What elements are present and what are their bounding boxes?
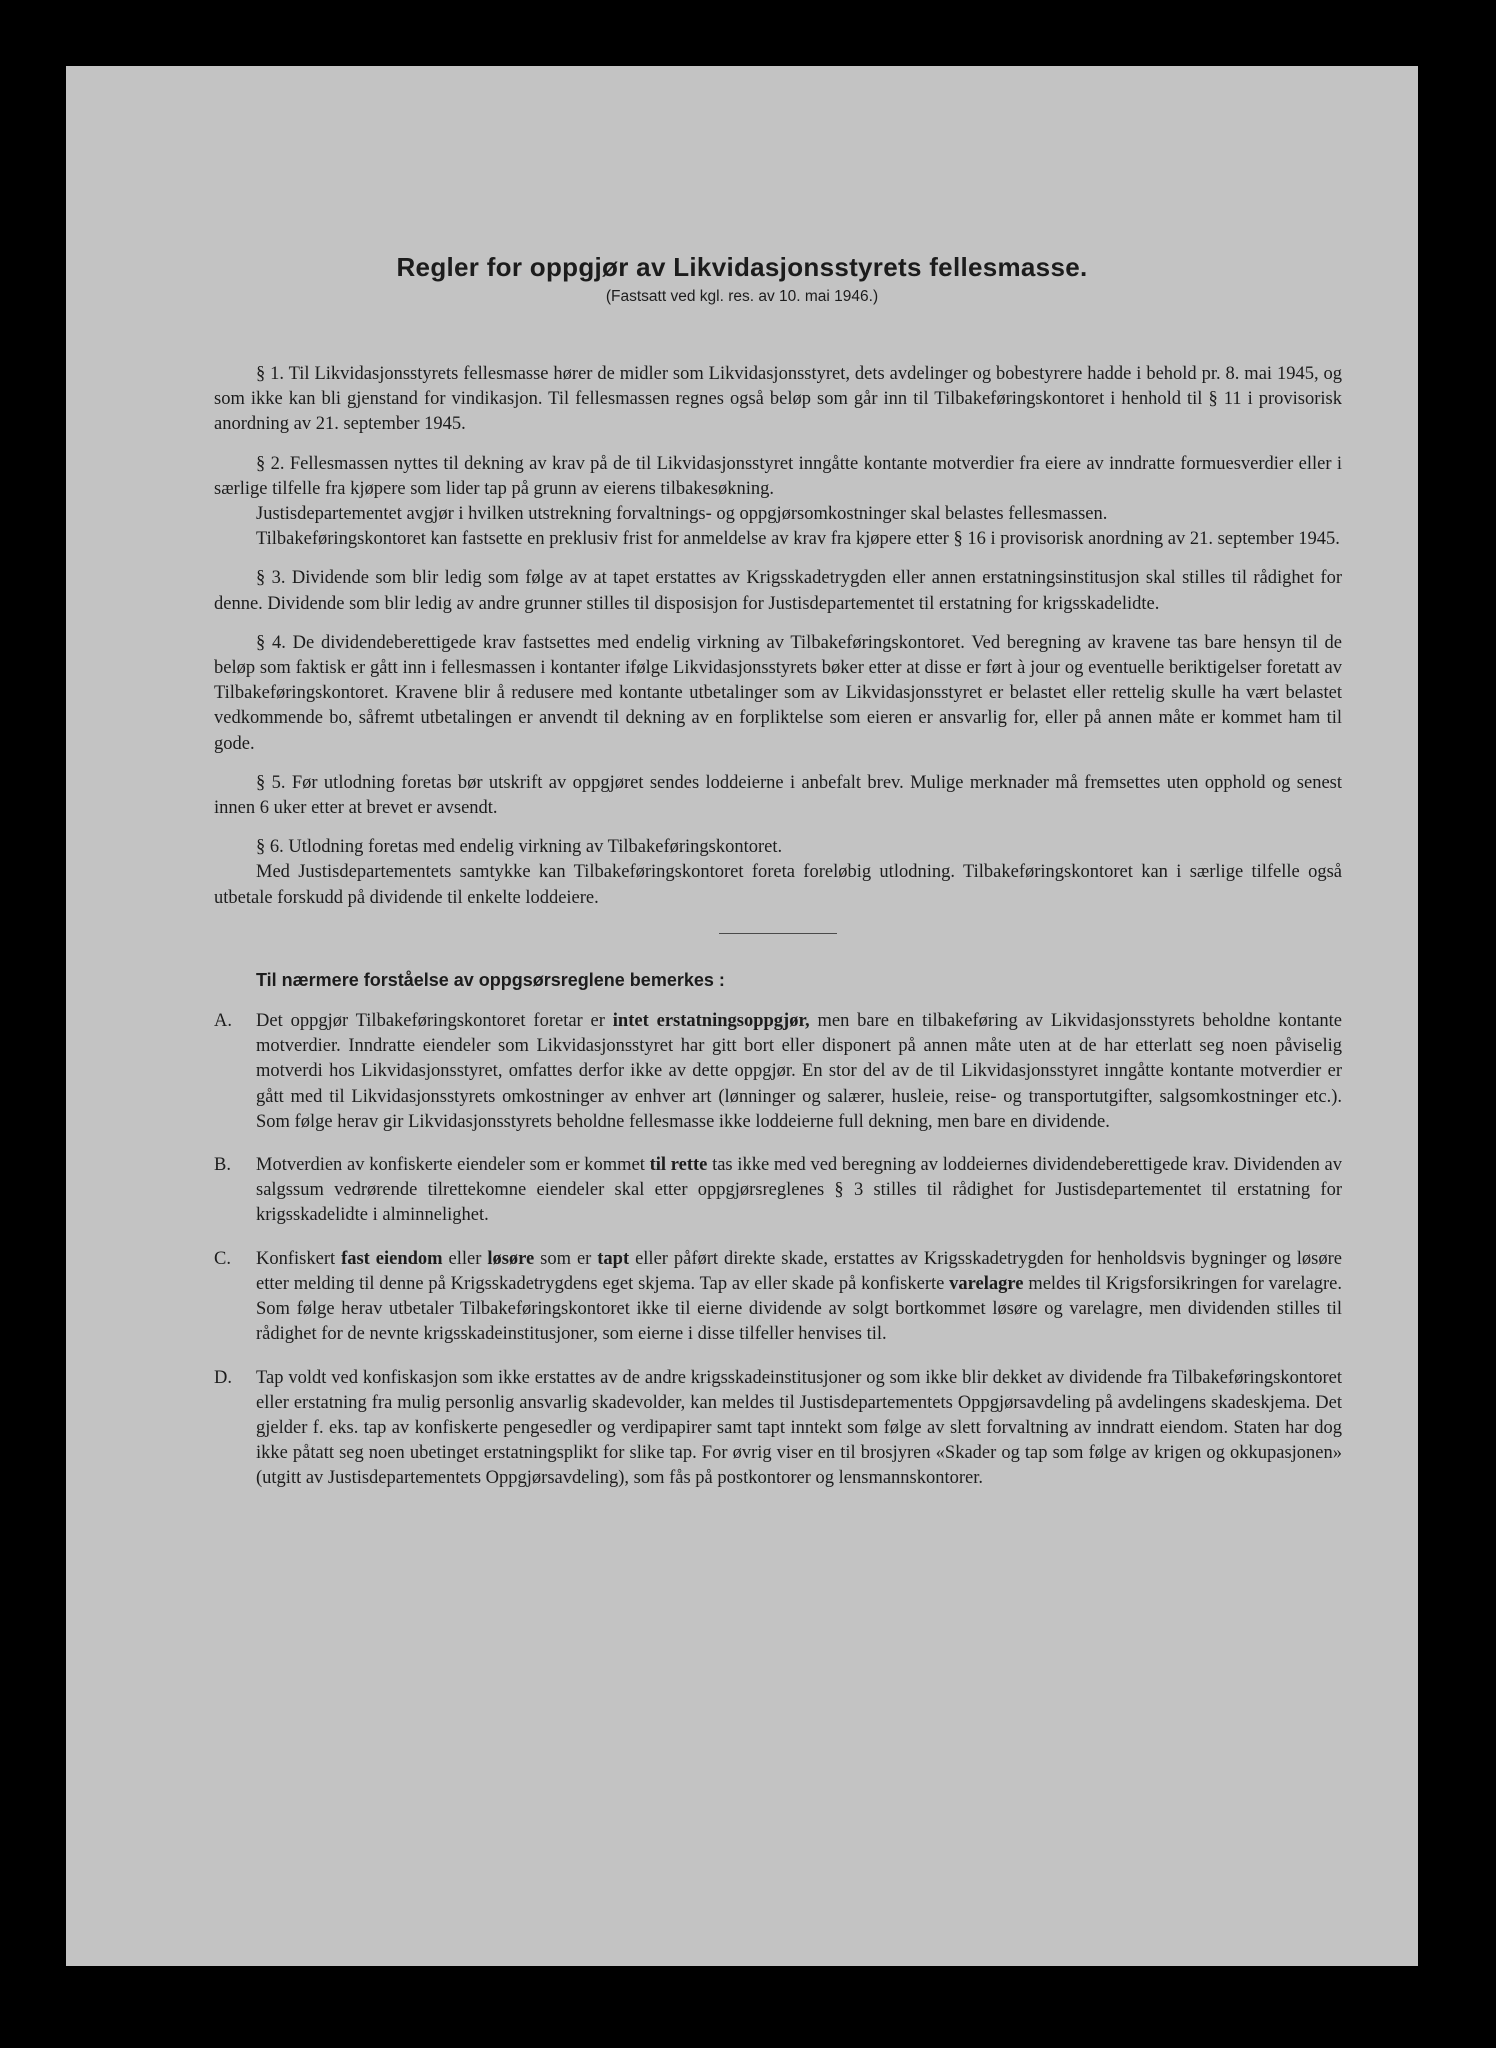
notes-heading: Til nærmere forståelse av oppgsørsreglene bemerkes : bbox=[256, 969, 725, 990]
section-5: § 5. Før utlodning foretas bør utskrift av oppgjøret sendes loddeierne i anbefalt brev. Mulige merknader må fremsettes uten opphold og senest innen 6 uker etter at brevet er avsendt. bbox=[214, 772, 1342, 819]
note-letter: B. bbox=[214, 1155, 231, 1176]
section-3: § 3. Dividende som blir ledig som følge av at tapet erstattes av Krigsskadetrygden eller annen erstatningsinstitusjon skal stilles til rådighet for denne. Dividende som blir ledig av andre grunner stilles til disposisjon for Justisdepartementet til erstatning for krigsskadelidte. bbox=[214, 568, 1342, 614]
note-letter: A. bbox=[214, 1011, 232, 1032]
note-d bbox=[214, 1366, 1342, 1492]
note-text bbox=[256, 1153, 1342, 1229]
note-text-part: tas ikke med ved beregning av loddeiernes dividendeberettigede krav. Dividenden av salgssum vedrørende tilrettekomne eiendeler skal etter oppgjørsreglenes § 3 stilles til rådighet for Justisdepartementet til erstatning for krigsskadelidte i alminnelighet. bbox=[256, 1155, 1343, 1226]
emphasis: til rette bbox=[649, 1155, 708, 1176]
note-a bbox=[214, 1009, 1342, 1135]
note-b bbox=[214, 1153, 1342, 1229]
emphasis: varelagre bbox=[949, 1273, 1024, 1294]
section-4: § 4. De dividendeberettigede krav fastsettes med endelig virkning av Tilbakeføringskontoret. Ved beregning av kravene tas bare hensyn til de beløp som faktisk er gått inn i fellesmassen i kontanter ifølge Likvidasjonsstyrets bøker etter at disse er ført à jour og eventuelle beriktigelser foretatt av Tilbakeføringskontoret. Kravene blir å redusere med kontante utbetalinger som av Likvidasjonsstyret er belastet eller rettelig skulle ha vært belastet vedkommende bo, såfremt utbetalingen er anvendt til dekning av en forpliktelse som eieren er ansvarlig for, eller på annen måte er kommet ham til gode. bbox=[214, 632, 1342, 754]
note-text bbox=[256, 1009, 1342, 1135]
emphasis: fast eiendom bbox=[341, 1248, 443, 1269]
section-2-paragraph-3: Tilbakeføringskontoret kan fastsette en preklusiv frist for anmeldelse av krav fra kjøpere etter § 16 i provisorisk anordning av 21. september 1945. bbox=[256, 529, 1340, 550]
note-text-part: Motverdien av konfiskerte eiendeler som er kommet bbox=[256, 1155, 650, 1176]
note-text: Tap voldt ved konfiskasjon som ikke erstattes av de andre krigsskadeinstitusjoner og som ikke blir dekket av dividende fra Tilbakeføringskontoret eller erstatning fra mulig personlig ansvarlig skadevolder, kan meldes til Justisdepartementets Oppgjørsavdeling på avdelingens skadeskjema. Det gjelder f. eks. tap av konfiskerte pengesedler og verdipapirer samt tapt inntekt som følge av slett forvaltning av inndratt eiendom. Staten har dog ikke påtatt seg noen ubetinget erstatningsplikt for slike tap. For øvrig viser en til brosjyren «Skader og tap som følge av krigen og okkupasjonen» (utgitt av Justisdepartementets Oppgjørsavdeling), som fås på postkontorer og lensmannskontorer. bbox=[256, 1367, 1342, 1489]
section-2-paragraph-2: Justisdepartementet avgjør i hvilken utstrekning forvaltnings- og oppgjørsomkostninger skal belastes fellesmassen. bbox=[256, 504, 1108, 525]
note-c bbox=[214, 1247, 1342, 1348]
section-1: § 1. Til Likvidasjonsstyrets fellesmasse hører de midler som Likvidasjonsstyret, dets avdelinger og bobestyrere hadde i behold pr. 8. mai 1945, og som ikke kan bli gjenstand for vindikasjon. Til fellesmassen regnes også beløp som går inn til Tilbakeføringskontoret i henhold til § 11 i provisorisk anordning av 21. september 1945. bbox=[214, 364, 1342, 435]
note-text-part: eller påført direkte skade, erstattes av Krigsskadetrygden for henholdsvis bygninger og løsøre etter melding til denne på Krigsskadetrygdens eget skjema. Tap av eller skade på konfiskerte bbox=[256, 1248, 1342, 1294]
emphasis: intet erstatningsoppgjør, bbox=[612, 1011, 810, 1032]
note-letter: C. bbox=[214, 1248, 231, 1269]
document-subtitle: (Fastsatt ved kgl. res. av 10. mai 1946.) bbox=[605, 288, 879, 305]
section-6: § 6. Utlodning foretas med endelig virkning av Tilbakeføringskontoret. bbox=[256, 837, 783, 858]
document-page bbox=[66, 66, 1418, 1966]
note-text-part: eller bbox=[442, 1248, 488, 1269]
note-text-part: meldes til Krigsforsikringen for varelagre. Som følge herav utbetaler Tilbakeføringskontoret ikke til eierne dividende av solgt bortkommet løsøre og varelagre, men dividenden stilles til rådighet for de nevnte krigsskadeinstitusjoner, som eierne i disse tilfeller henvises til. bbox=[256, 1273, 1342, 1345]
note-text-part: Konfiskert bbox=[256, 1248, 342, 1269]
note-text-part: som er bbox=[534, 1248, 598, 1269]
emphasis: løsøre bbox=[487, 1248, 535, 1269]
document-body bbox=[214, 362, 1342, 1510]
note-letter: D. bbox=[214, 1367, 232, 1388]
section-6-paragraph-2: Med Justisdepartementets samtykke kan Tilbakeføringskontoret foreta foreløbig utlodning. Tilbakeføringskontoret kan i særlige tilfelle også utbetale forskudd på dividende til enkelte loddeiere. bbox=[214, 862, 1342, 908]
note-text-part: men bare en tilbakeføring av Likvidasjonsstyrets beholdne kontante motverdier. Inndratte eiendeler som Likvidasjonsstyret har gitt bort eller disponert på annen måte uten at de har etterlatt seg noen påviselig motverdi hos Likvidasjonsstyret, omfattes derfor ikke av dette oppgjør. En stor del av de til Likvidasjonsstyret inngåtte kontante motverdier er gått med til Likvidasjonsstyrets omkostninger av enhver art (lønninger og salærer, husleie, reise- og transportutgifter, salgsomkostninger etc.). Som følge herav gir Likvidasjonsstyrets beholdne fellesmasse ikke loddeierne full dekning, men bare en dividende. bbox=[256, 1011, 1343, 1132]
note-text bbox=[256, 1247, 1342, 1348]
document-title: Regler for oppgjør av Likvidasjonsstyrets fellesmasse. bbox=[396, 252, 1088, 282]
section-2: § 2. Fellesmassen nyttes til dekning av krav på de til Likvidasjonsstyret inngåtte kontante motverdier fra eiere av inndratte formuesverdier eller i særlige tilfelle fra kjøpere som lider tap på grunn av eierens tilbakesøkning. bbox=[214, 453, 1342, 499]
emphasis: tapt bbox=[597, 1248, 630, 1269]
note-text-part: Det oppgjør Tilbakeføringskontoret foretar er bbox=[256, 1011, 613, 1032]
section-divider bbox=[719, 933, 837, 934]
